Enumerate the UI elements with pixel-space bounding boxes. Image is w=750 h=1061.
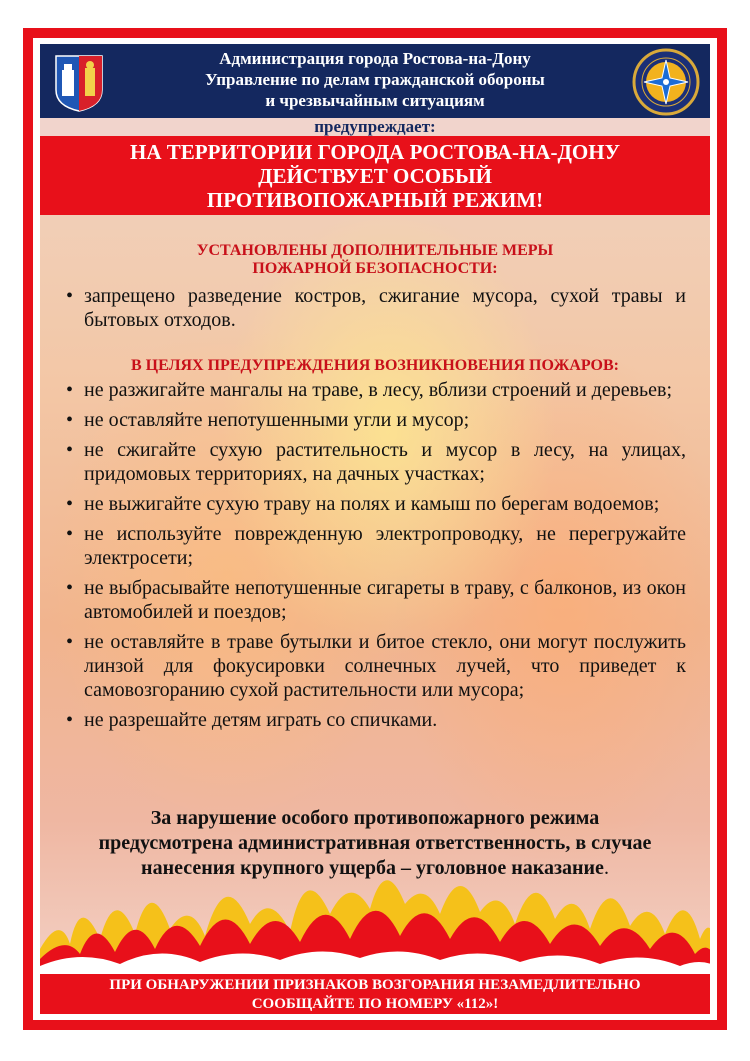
header-title [130,48,620,111]
list-item-text: запрещено разведение костров, сжигание мусора, сухой травы и бытовых отходов. [84,285,686,331]
list-item [64,408,686,432]
list-item [64,378,686,402]
closing-line-3-text: нанесения крупного ущерба – уголовное наказание [141,857,604,879]
bullet-icon: • [66,493,74,515]
bullet-icon: • [66,523,74,545]
closing-line-2: предусмотрена административная ответственность, в случае [98,832,652,854]
bullet-icon: • [66,577,74,599]
section1-list [64,284,686,338]
list-item [64,438,686,486]
rostov-coat-of-arms-icon [54,54,104,112]
banner-line-3: ПРОТИВОПОЖАРНЫЙ РЕЖИМ! [206,188,544,212]
section1-title-line-2: ПОЖАРНОЙ БЕЗОПАСНОСТИ: [252,260,498,277]
bullet-icon: • [66,631,74,653]
footer-line-2: СООБЩАЙТЕ ПО НОМЕРУ «112»! [251,996,499,1012]
footer-banner [40,974,710,1014]
main-banner [40,136,710,215]
section2-list [64,378,686,738]
banner-line-2: ДЕЙСТВУЕТ ОСОБЫЙ [258,164,492,188]
list-item-text: не сжигайте сухую растительность и мусор в лесу, на улицах, придомовых территориях, на дачных участках; [84,439,686,485]
section2-title: В ЦЕЛЯХ ПРЕДУПРЕЖДЕНИЯ ВОЗНИКНОВЕНИЯ ПОЖАРОВ: [130,357,619,374]
poster-body [40,44,710,1014]
section1-title-line-1: УСТАНОВЛЕНЫ ДОПОЛНИТЕЛЬНЫЕ МЕРЫ [196,242,554,259]
header-line-3: и чрезвычайным ситуациям [265,91,485,110]
bullet-icon: • [66,439,74,461]
list-item-text: не оставляйте непотушенными угли и мусор; [84,409,470,431]
list-item-text: не оставляйте в траве бутылки и битое стекло, они могут послужить линзой для фокусировки солнечных лучей, что приведет к самовозгоранию сухой растительности или мусора; [84,631,686,701]
bullet-icon: • [66,409,74,431]
poster-frame [23,28,727,1030]
list-item [64,708,686,732]
warns-label: предупреждает: [40,118,710,136]
list-item [64,522,686,570]
closing-period: . [603,857,609,879]
list-item [64,630,686,702]
civil-defense-emblem-icon [632,48,700,116]
list-item [64,576,686,624]
section1-title [40,242,710,278]
bullet-icon: • [66,709,74,731]
list-item-text: не используйте поврежденную электропроводку, не перегружайте электросети; [84,523,686,569]
bullet-icon: • [66,285,74,307]
banner-line-1: НА ТЕРРИТОРИИ ГОРОДА РОСТОВА-НА-ДОНУ [130,140,620,164]
header-line-2: Управление по делам гражданской обороны [205,70,545,89]
list-item-text: не разрешайте детям играть со спичками. [84,709,438,731]
list-item-text: не выжигайте сухую траву на полях и камыш по берегам водоемов; [84,493,660,515]
flames-illustration [40,854,710,974]
header-line-1: Администрация города Ростова-на-Дону [219,49,531,68]
bullet-icon: • [66,379,74,401]
footer-line-1: ПРИ ОБНАРУЖЕНИИ ПРИЗНАКОВ ВОЗГОРАНИЯ НЕЗАМЕДЛИТЕЛЬНО [109,977,641,993]
list-item-text: не разжигайте мангалы на траве, в лесу, вблизи строений и деревьев; [84,379,673,401]
list-item-text: не выбрасывайте непотушенные сигареты в траву, с балконов, из окон автомобилей и поездов; [84,577,686,623]
list-item [64,492,686,516]
header [40,44,710,118]
list-item [64,284,686,332]
closing-line-1: За нарушение особого противопожарного режима [150,807,600,829]
